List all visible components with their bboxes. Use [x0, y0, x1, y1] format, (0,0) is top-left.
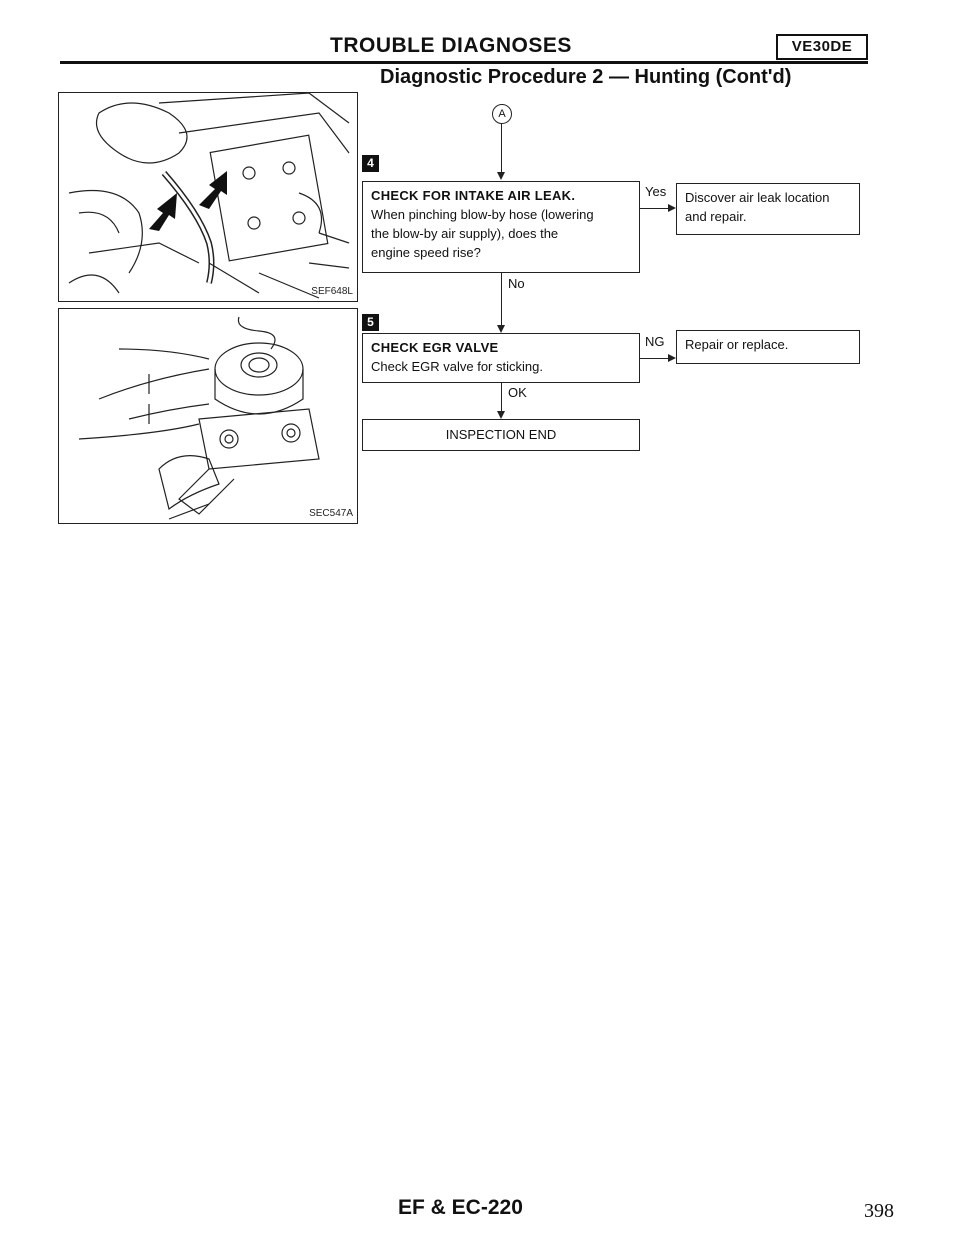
engine-blowby-hose-illustration	[59, 93, 357, 301]
flow-line	[501, 273, 502, 325]
page-title: TROUBLE DIAGNOSES	[330, 34, 572, 57]
ng-label: NG	[645, 334, 665, 349]
step-4-box	[362, 181, 640, 273]
flow-arrow	[497, 325, 505, 333]
page-subtitle: Diagnostic Procedure 2 — Hunting (Cont'd)	[380, 66, 792, 88]
egr-valve-illustration	[59, 309, 357, 523]
no-label: No	[508, 276, 525, 291]
yes-label: Yes	[645, 184, 667, 199]
step-4-yes-box	[676, 183, 860, 235]
figure-code: SEF648L	[311, 286, 353, 297]
connector-a: A	[492, 104, 512, 124]
egr-valve-figure	[58, 308, 358, 524]
step-5-box	[362, 333, 640, 383]
ok-label: OK	[508, 385, 527, 400]
step-4-body-line: engine speed rise?	[371, 245, 481, 260]
step-4-title: CHECK FOR INTAKE AIR LEAK.	[371, 188, 576, 203]
step-4-body-line: When pinching blow-by hose (lowering	[371, 207, 594, 222]
step-5-title: CHECK EGR VALVE	[371, 340, 499, 355]
yes-action-line: Discover air leak location	[685, 190, 830, 205]
ng-action-line: Repair or replace.	[685, 337, 789, 352]
yes-action-line: and repair.	[685, 209, 747, 224]
step-5-ng-box	[676, 330, 860, 364]
flow-arrow	[668, 354, 676, 362]
inspection-end-box	[362, 419, 640, 451]
section-code: EF & EC-220	[398, 1196, 523, 1219]
flow-arrow	[668, 204, 676, 212]
step-4-marker: 4	[362, 155, 379, 172]
page-number: 398	[864, 1200, 894, 1222]
flow-line	[501, 383, 502, 411]
engine-figure	[58, 92, 358, 302]
flow-arrow	[497, 411, 505, 419]
inspection-end-label: INSPECTION END	[445, 427, 557, 442]
flow-line	[640, 358, 668, 359]
flow-arrow	[497, 172, 505, 180]
flow-line	[501, 124, 502, 172]
step-5-body-line: Check EGR valve for sticking.	[371, 359, 543, 374]
flow-line	[640, 208, 668, 209]
step-5-marker: 5	[362, 314, 379, 331]
figure-code: SEC547A	[309, 508, 353, 519]
header-rule	[60, 61, 868, 64]
engine-badge: VE30DE	[776, 34, 868, 60]
step-4-body-line: the blow-by air supply), does the	[371, 226, 559, 241]
